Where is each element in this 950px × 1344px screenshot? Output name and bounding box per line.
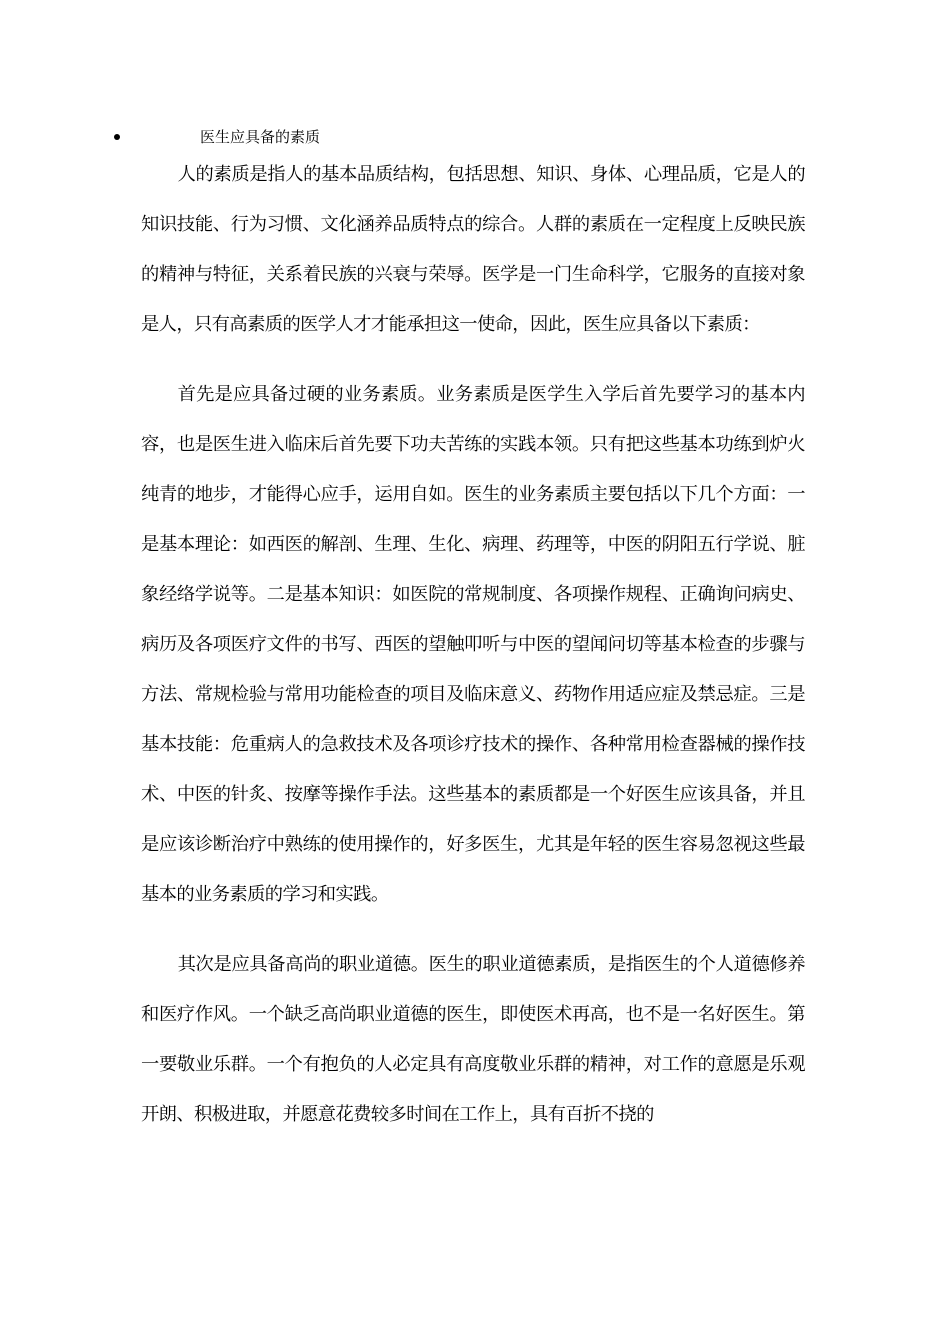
paragraph-intro: 人的素质是指人的基本品质结构，包括思想、知识、身体、心理品质，它是人的知识技能、行为习惯、文化涵养品质特点的综合。人群的素质在一定程度上反映民族的精神与特征，关系着民族的兴衰与荣辱。医学是一门生命科学，它服务的直接对象是人，只有高素质的医学人才才能承担这一使命，因此，医生应具备以下素质： [141, 164, 805, 335]
document-body [141, 150, 805, 1140]
paragraph-professional-ethics: 其次是应具备高尚的职业道德。医生的职业道德素质，是指医生的个人道德修养和医疗作风。一个缺乏高尚职业道德的医生，即使医术再高，也不是一名好医生。第一要敬业乐群。一个有抱负的人必定具有高度敬业乐群的精神，对工作的意愿是乐观开朗、积极进取，并愿意花费较多时间在工作上，具有百折不挠的 [141, 954, 805, 1125]
section-heading: 医生应具备的素质 [200, 128, 321, 146]
heading-list-item [114, 124, 814, 150]
paragraph-professional-quality: 首先是应具备过硬的业务素质。业务素质是医学生入学后首先要学习的基本内容，也是医生进入临床后首先要下功夫苦练的实践本领。只有把这些基本功练到炉火纯青的地步，才能得心应手，运用自如。医生的业务素质主要包括以下几个方面：一是基本理论：如西医的解剖、生理、生化、病理、药理等，中医的阴阳五行学说、脏象经络学说等。二是基本知识：如医院的常规制度、各项操作规程、正确询问病史、病历及各项医疗文件的书写、西医的望触叩听与中医的望闻问切等基本检查的步骤与方法、常规检验与常用功能检查的项目及临床意义、药物作用适应症及禁忌症。三是基本技能：危重病人的急救技术及各项诊疗技术的操作、各种常用检查器械的操作技术、中医的针炙、按摩等操作手法。这些基本的素质都是一个好医生应该具备，并且是应该诊断治疗中熟练的使用操作的，好多医生，尤其是年轻的医生容易忽视这些最基本的业务素质的学习和实践。 [141, 384, 805, 905]
bullet-icon [114, 134, 120, 140]
